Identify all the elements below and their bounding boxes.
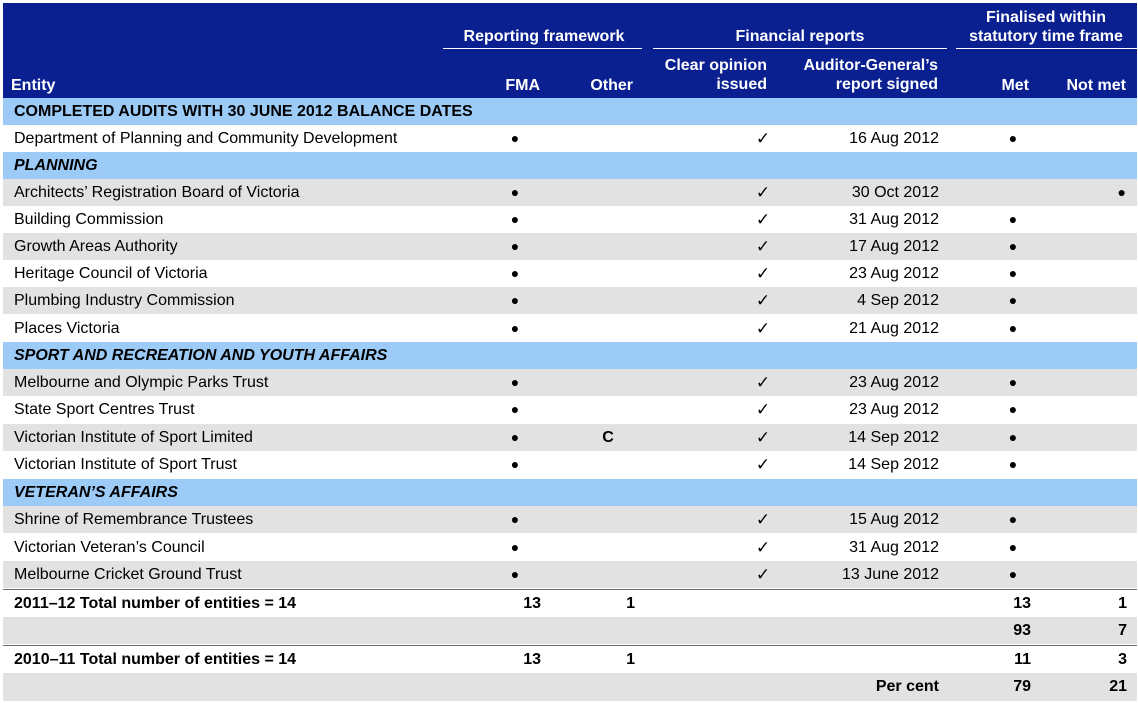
clear-opinion-tick: ✓ <box>755 565 771 584</box>
header-fma: FMA <box>505 77 540 94</box>
table-row <box>3 534 1137 561</box>
clear-opinion-tick: ✓ <box>755 183 771 202</box>
section-row-sport-recreation <box>3 342 1137 369</box>
table-row <box>3 287 1137 314</box>
other-cell <box>583 369 633 396</box>
not-met-dot <box>1068 233 1126 260</box>
met-dot: ● <box>1008 511 1018 527</box>
other-cell <box>583 451 633 478</box>
other-cell <box>583 260 633 287</box>
total-label: 2010–11 Total number of entities = 14 <box>14 651 297 668</box>
header-underline-reporting <box>443 48 642 49</box>
entity-name: Building Commission <box>14 211 164 228</box>
table-row <box>3 260 1137 287</box>
header-finalised-line2: statutory time frame <box>969 28 1123 45</box>
met-dot: ● <box>1008 566 1018 582</box>
table-header <box>3 3 1137 98</box>
section-title: COMPLETED AUDITS WITH 30 JUNE 2012 BALANCE DATES <box>14 103 473 120</box>
clear-opinion-tick: ✓ <box>755 400 771 419</box>
not-met-dot <box>1068 125 1126 152</box>
met-dot: ● <box>1008 211 1018 227</box>
report-signed-date: 17 Aug 2012 <box>849 238 939 255</box>
table-row <box>3 315 1137 342</box>
met-dot: ● <box>1008 539 1018 555</box>
fma-dot: ● <box>510 539 520 555</box>
met-dot: ● <box>1008 238 1018 254</box>
report-signed-date: 30 Oct 2012 <box>851 184 939 201</box>
header-underline-finalised <box>956 48 1137 49</box>
table-row <box>3 396 1137 423</box>
fma-dot: ● <box>510 130 520 146</box>
table-row <box>3 451 1137 478</box>
not-met-dot <box>1068 534 1126 561</box>
total-met: 13 <box>1013 595 1031 612</box>
entity-name: Places Victoria <box>14 320 120 337</box>
total-other: 1 <box>626 595 635 612</box>
other-cell <box>583 561 633 588</box>
section-row-veterans-affairs <box>3 479 1137 506</box>
not-met-dot <box>1068 315 1126 342</box>
clear-opinion-tick: ✓ <box>755 210 771 229</box>
fma-dot: ● <box>510 211 520 227</box>
clear-opinion-tick: ✓ <box>755 319 771 338</box>
report-signed-date: 23 Aug 2012 <box>849 265 939 282</box>
percent-met: 79 <box>1013 678 1031 695</box>
met-dot: ● <box>1008 130 1018 146</box>
report-signed-date: 21 Aug 2012 <box>849 320 939 337</box>
other-cell <box>583 506 633 533</box>
total-fma: 13 <box>523 651 541 668</box>
other-cell <box>583 206 633 233</box>
report-signed-date: 23 Aug 2012 <box>849 374 939 391</box>
total-row-2010-11 <box>3 645 1137 673</box>
entity-name: Melbourne Cricket Ground Trust <box>14 566 242 583</box>
percent-met: 93 <box>1013 622 1031 639</box>
fma-dot: ● <box>510 566 520 582</box>
total-row-2011-12 <box>3 589 1137 617</box>
header-other: Other <box>590 77 633 94</box>
fma-dot: ● <box>510 429 520 445</box>
clear-opinion-tick: ✓ <box>755 129 771 148</box>
not-met-dot <box>1068 206 1126 233</box>
fma-dot: ● <box>510 320 520 336</box>
report-signed-date: 23 Aug 2012 <box>849 401 939 418</box>
not-met-dot <box>1068 424 1126 451</box>
header-reporting-framework: Reporting framework <box>463 28 625 45</box>
table-row <box>3 561 1137 588</box>
total-met: 11 <box>1014 651 1031 668</box>
not-met-dot <box>1068 561 1126 588</box>
section-row-completed-audits <box>3 98 1137 125</box>
total-label: 2011–12 Total number of entities = 14 <box>14 595 297 612</box>
fma-dot: ● <box>510 265 520 281</box>
header-clear-opinion-line1: Clear opinion <box>664 57 767 74</box>
not-met-dot: ● <box>1117 184 1126 200</box>
percent-not-met: 7 <box>1118 622 1127 639</box>
table-row <box>3 506 1137 533</box>
section-title: VETERAN’S AFFAIRS <box>14 484 178 501</box>
clear-opinion-tick: ✓ <box>755 291 771 310</box>
fma-dot: ● <box>510 511 520 527</box>
entity-name: Shrine of Remembrance Trustees <box>14 511 254 528</box>
clear-opinion-tick: ✓ <box>755 237 771 256</box>
table-row <box>3 179 1137 206</box>
section-title: SPORT AND RECREATION AND YOUTH AFFAIRS <box>14 347 388 364</box>
other-cell <box>583 396 633 423</box>
header-clear-opinion-line2: issued <box>716 76 767 93</box>
other-cell: C <box>602 429 614 446</box>
report-signed-date: 13 June 2012 <box>842 566 939 583</box>
report-signed-date: 14 Sep 2012 <box>848 456 939 473</box>
header-underline-financial <box>653 48 947 49</box>
clear-opinion-tick: ✓ <box>755 373 771 392</box>
not-met-dot <box>1068 260 1126 287</box>
fma-dot: ● <box>510 374 520 390</box>
header-met: Met <box>1001 77 1029 94</box>
percent-row-2011-12 <box>3 617 1137 644</box>
other-cell <box>583 233 633 260</box>
entity-name: Melbourne and Olympic Parks Trust <box>14 374 269 391</box>
total-not-met: 1 <box>1118 595 1127 612</box>
report-signed-date: 15 Aug 2012 <box>849 511 939 528</box>
entity-name: Growth Areas Authority <box>14 238 178 255</box>
clear-opinion-tick: ✓ <box>755 428 771 447</box>
percent-label: Per cent <box>875 678 939 695</box>
other-cell <box>583 125 633 152</box>
met-dot: ● <box>1008 429 1018 445</box>
entity-name: Victorian Institute of Sport Limited <box>14 429 253 446</box>
fma-dot: ● <box>510 456 520 472</box>
total-not-met: 3 <box>1118 651 1127 668</box>
percent-row-2010-11 <box>3 673 1137 701</box>
other-cell <box>583 287 633 314</box>
entity-name: Architects’ Registration Board of Victoria <box>14 184 300 201</box>
table-row <box>3 206 1137 233</box>
header-financial-reports: Financial reports <box>735 28 865 45</box>
total-fma: 13 <box>523 595 541 612</box>
table-row <box>3 424 1137 451</box>
met-dot: ● <box>1008 265 1018 281</box>
not-met-dot <box>1068 506 1126 533</box>
fma-dot: ● <box>510 292 520 308</box>
fma-dot: ● <box>510 238 520 254</box>
met-dot <box>993 179 1033 206</box>
entity-name: Department of Planning and Community Development <box>14 130 398 147</box>
not-met-dot <box>1068 369 1126 396</box>
header-auditor-line2: report signed <box>835 76 938 93</box>
header-entity: Entity <box>11 77 56 94</box>
met-dot: ● <box>1008 456 1018 472</box>
report-signed-date: 31 Aug 2012 <box>849 211 939 228</box>
header-not-met: Not met <box>1066 77 1126 94</box>
report-signed-date: 4 Sep 2012 <box>857 292 939 309</box>
table-row <box>3 125 1137 152</box>
other-cell <box>583 534 633 561</box>
not-met-dot <box>1068 396 1126 423</box>
table-row <box>3 369 1137 396</box>
met-dot: ● <box>1008 401 1018 417</box>
report-signed-date: 14 Sep 2012 <box>848 429 939 446</box>
entity-name: Heritage Council of Victoria <box>14 265 208 282</box>
percent-label <box>773 617 939 644</box>
entity-name: State Sport Centres Trust <box>14 401 195 418</box>
entity-name: Plumbing Industry Commission <box>14 292 235 309</box>
clear-opinion-tick: ✓ <box>755 264 771 283</box>
section-title: PLANNING <box>14 157 98 174</box>
not-met-dot <box>1068 287 1126 314</box>
clear-opinion-tick: ✓ <box>755 455 771 474</box>
entity-name: Victorian Institute of Sport Trust <box>14 456 237 473</box>
percent-not-met: 21 <box>1109 678 1127 695</box>
section-row-planning <box>3 152 1137 179</box>
report-signed-date: 16 Aug 2012 <box>849 130 939 147</box>
total-other: 1 <box>626 651 635 668</box>
met-dot: ● <box>1008 374 1018 390</box>
other-cell <box>583 179 633 206</box>
clear-opinion-tick: ✓ <box>755 510 771 529</box>
clear-opinion-tick: ✓ <box>755 538 771 557</box>
fma-dot: ● <box>510 184 520 200</box>
other-cell <box>583 315 633 342</box>
header-auditor-line1: Auditor-General’s <box>803 57 938 74</box>
entity-name: Victorian Veteran’s Council <box>14 539 205 556</box>
met-dot: ● <box>1008 320 1018 336</box>
header-finalised-line1: Finalised within <box>985 9 1106 26</box>
report-signed-date: 31 Aug 2012 <box>849 539 939 556</box>
met-dot: ● <box>1008 292 1018 308</box>
not-met-dot <box>1068 451 1126 478</box>
table-row <box>3 233 1137 260</box>
fma-dot: ● <box>510 401 520 417</box>
